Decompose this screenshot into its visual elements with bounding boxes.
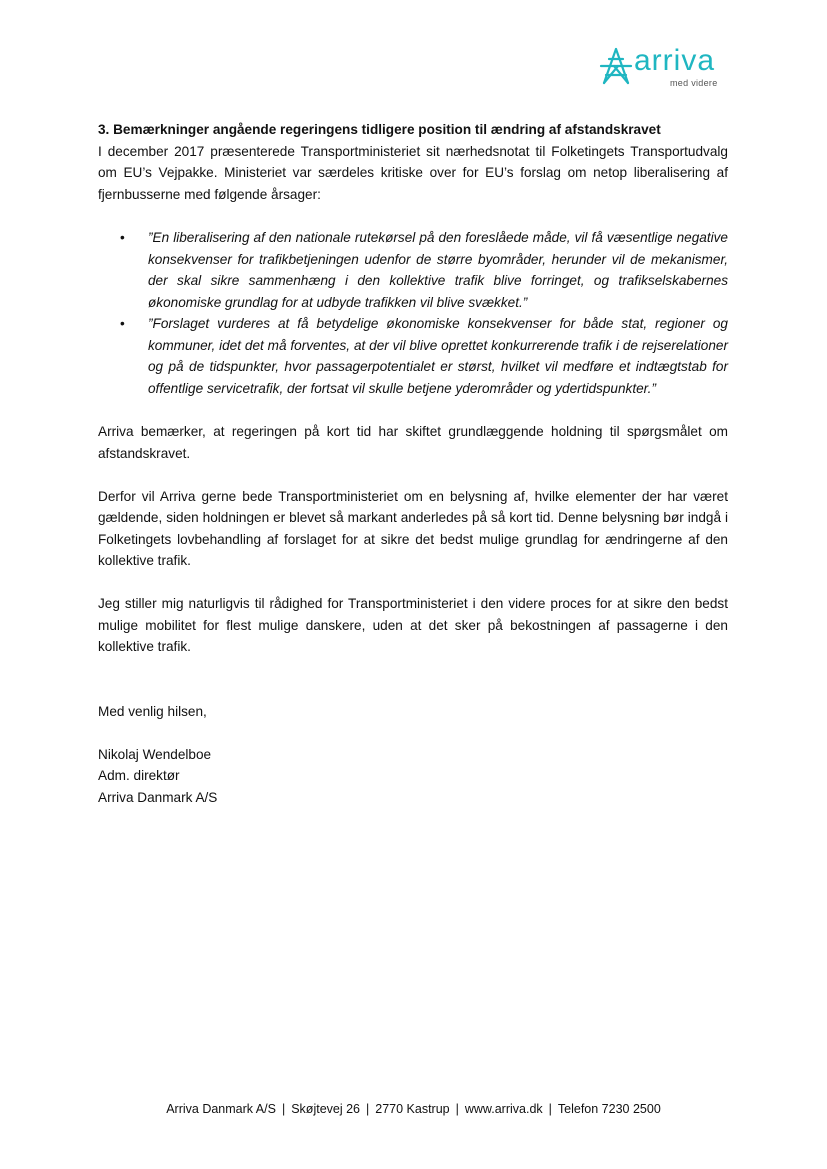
bullet-icon: • xyxy=(120,230,125,245)
paragraph-government-position: Arriva bemærker, at regeringen på kort tid har skiftet grundlæggende holdning til spørgsmålet om afstandskravet. xyxy=(98,424,728,461)
footer-address: Skøjtevej 26 xyxy=(291,1102,360,1116)
signer-company: Arriva Danmark A/S xyxy=(98,789,218,805)
quote-list xyxy=(98,227,728,399)
logo-wordmark: arriva xyxy=(634,44,716,77)
quote-text: ”Forslaget vurderes at få betydelige økonomiske konsekvenser for både stat, regioner og kommuner, idet det må forventes, at der vil blive oprettet konkurrerende trafik i de rejserelationer og på de tidspunkter, hvor passagerpotentialet er størst, hvilket vil medføre et indtægtstab for offentlige servicetrafik, der fortsat vil skulle betjene yderområder og ydertidspunkter.” xyxy=(148,316,728,396)
signer-title: Adm. direktør xyxy=(98,768,180,783)
footer-separator: | xyxy=(281,1102,286,1116)
intro-paragraph: I december 2017 præsenterede Transportministeriet sit nærhedsnotat til Folketingets Transportudvalg om EU’s Vejpakke. Ministeriet var særdeles kritiske over for EU’s forslag om netop liberalisering af fjernbusserne med følgende årsager: xyxy=(98,143,728,202)
footer-separator: | xyxy=(455,1102,459,1116)
list-item xyxy=(98,313,728,399)
signer-name: Nikolaj Wendelboe xyxy=(98,746,212,762)
footer-city: 2770 Kastrup xyxy=(375,1102,450,1116)
logo-tagline: med videre xyxy=(670,78,718,88)
list-item xyxy=(98,227,728,313)
footer-phone: Telefon 7230 2500 xyxy=(557,1102,661,1116)
footer-website-link[interactable]: www.arriva.dk xyxy=(464,1102,543,1116)
signature-block xyxy=(98,701,728,809)
bullet-icon: • xyxy=(120,316,125,331)
letter-body xyxy=(98,119,728,808)
quote-text: ”En liberalisering af den nationale rutekørsel på den foreslåede måde, vil få væsentlige negative konsekvenser for trafikbetjeningen udenfor de større byområder, herunder vil de mekanismer, der skal sikre sammenhæng i den kollektive trafik blive forringet, og trafikselskabernes økonomiske grundlag for at udbyde trafikken vil blive svækket.” xyxy=(148,230,728,310)
section-heading: 3. Bemærkninger angående regeringens tidligere position til ændring af afstandskravet xyxy=(98,122,661,137)
footer-separator: | xyxy=(548,1102,552,1116)
paragraph-availability: Jeg stiller mig naturligvis til rådighed for Transportministeriet i den videre proces for at sikre den bedst mulige mobilitet for flest mulige danskere, uden at det sker på bekostningen af passagerne i den kollektive trafik. xyxy=(98,596,728,654)
page-footer xyxy=(0,1101,827,1117)
footer-company: Arriva Danmark A/S xyxy=(166,1102,276,1116)
footer-separator: | xyxy=(366,1102,370,1116)
arriva-logo xyxy=(598,44,728,92)
paragraph-request: Derfor vil Arriva gerne bede Transportministeriet om en belysning af, hvilke elementer der har været gældende, siden holdningen er blevet så markant anderledes på så kort tid. Denne belysning bør indgå i Folketingets lovbehandling af forslaget for at sikre det bedst mulige grundlag for ændringerne af den kollektive trafik. xyxy=(98,488,728,568)
closing-line: Med venlig hilsen, xyxy=(98,703,207,719)
arriva-logo-mark-icon xyxy=(598,46,634,86)
